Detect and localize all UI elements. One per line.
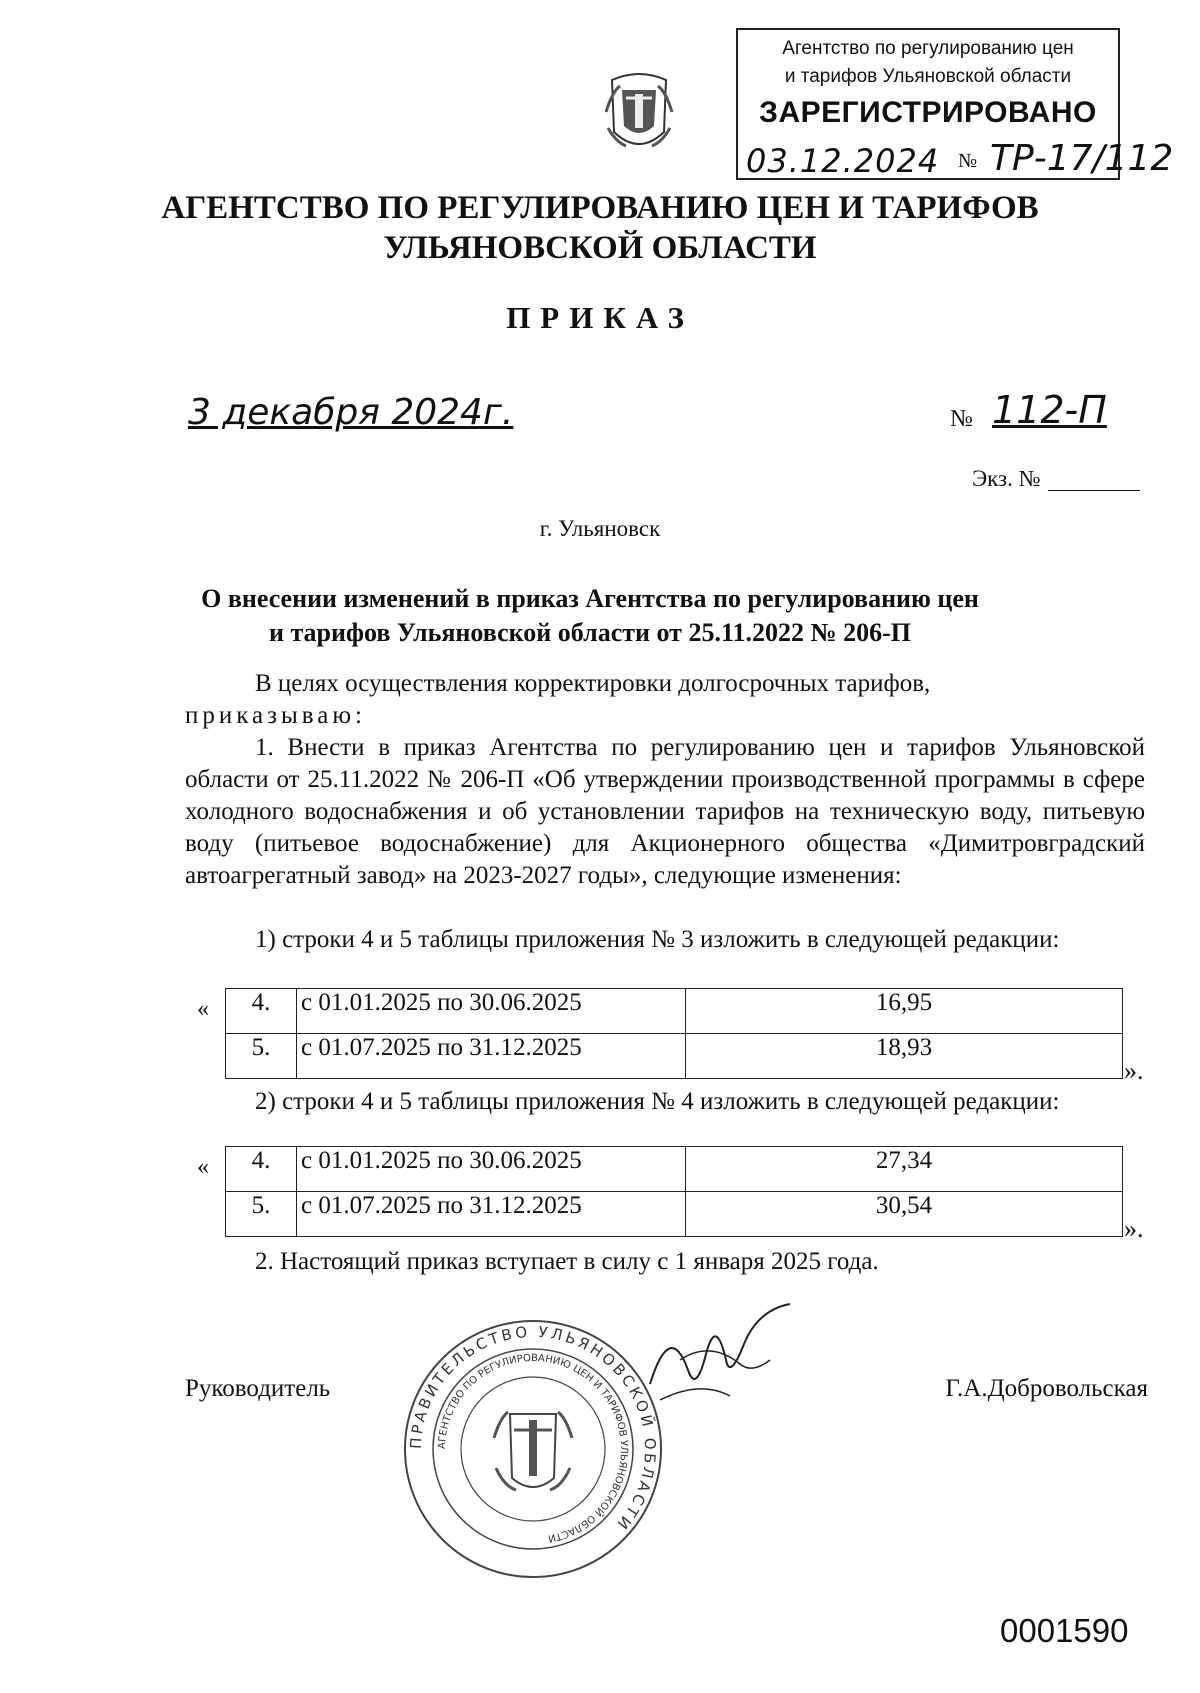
stamp-number: ТР-17/112 [990, 138, 1174, 179]
document-type: ПРИКАЗ [506, 300, 694, 335]
handwritten-date: 3 декабря 2024г. [188, 392, 514, 433]
handwritten-signature-icon [640, 1300, 800, 1410]
subitem-1-paragraph: 1) строки 4 и 5 таблицы приложения № 3 изложить в следующей редакции: [255, 926, 1060, 953]
coat-of-arms-icon [604, 72, 674, 154]
item-2-paragraph: 2. Настоящий приказ вступает в силу с 1 января 2025 года. [255, 1248, 879, 1275]
table-row [226, 1147, 1123, 1192]
copy-number-label: Экз. № [972, 466, 1041, 491]
copy-number-blank [1048, 490, 1140, 491]
seal-outer-text: ПРАВИТЕЛЬСТВО УЛЬЯНОВСКОЙ ОБЛАСТИ [406, 1322, 660, 1535]
row-number: 4. [226, 989, 297, 1034]
subject-line2: и тарифов Ульяновской области от 25.11.2022 № 206-П [268, 618, 912, 647]
stamp-number-sign: № [958, 150, 978, 172]
serial-number: 0001590 [1000, 1612, 1129, 1649]
official-seal-icon [402, 1318, 664, 1580]
agency-title [150, 188, 1050, 268]
table2-close-quote: ». [1124, 1214, 1144, 1243]
signatory-title: Руководитель [185, 1375, 331, 1402]
agency-title-line2: УЛЬЯНОВСКОЙ ОБЛАСТИ [383, 230, 817, 266]
city-line: г. Ульяновск [539, 516, 661, 541]
stamp-date: 03.12.2024 [746, 142, 940, 180]
table-appendix-4 [225, 1146, 1123, 1237]
registration-stamp [736, 28, 1174, 180]
order-subject [150, 582, 1030, 650]
stamp-agency-line1: Агентство по регулированию цен [782, 38, 1074, 59]
row-number: 5. [226, 1034, 297, 1079]
order-number-label: № [950, 406, 973, 432]
row-number: 4. [226, 1147, 297, 1192]
table1-open-quote: « [197, 996, 209, 1022]
row-value: 16,95 [686, 989, 1123, 1034]
table-appendix-3 [225, 988, 1123, 1079]
table-row [226, 1034, 1123, 1079]
seal-inner-text: АГЕНТСТВО ПО РЕГУЛИРОВАНИЮ ЦЕН И ТАРИФОВ УЛЬЯНОВСКОЙ ОБЛАСТИ [436, 1352, 630, 1544]
stamp-status: ЗАРЕГИСТРИРОВАНО [759, 96, 1097, 129]
row-value: 27,34 [686, 1147, 1123, 1192]
signatory-name: Г.А.Добровольская [945, 1375, 1148, 1402]
table2-open-quote: « [197, 1154, 209, 1180]
row-number: 5. [226, 1192, 297, 1237]
subject-line1: О внесении изменений в приказ Агентства по регулированию цен [201, 584, 979, 613]
row-period: с 01.01.2025 по 30.06.2025 [297, 989, 686, 1034]
intro-paragraph: В целях осуществления корректировки долгосрочных тарифов, [255, 670, 931, 697]
table-row [226, 1192, 1123, 1237]
subitem-2-paragraph: 2) строки 4 и 5 таблицы приложения № 4 изложить в следующей редакции: [255, 1088, 1060, 1115]
handwritten-order-number: 112-П [992, 388, 1107, 432]
row-period: с 01.01.2025 по 30.06.2025 [297, 1147, 686, 1192]
agency-title-line1: АГЕНТСТВО ПО РЕГУЛИРОВАНИЮ ЦЕН И ТАРИФОВ [161, 190, 1039, 226]
row-value: 30,54 [686, 1192, 1123, 1237]
table1-close-quote: ». [1124, 1056, 1144, 1085]
row-period: с 01.07.2025 по 31.12.2025 [297, 1192, 686, 1237]
table-row [226, 989, 1123, 1034]
row-value: 18,93 [686, 1034, 1123, 1079]
row-period: с 01.07.2025 по 31.12.2025 [297, 1034, 686, 1079]
order-word: приказываю: [185, 702, 366, 729]
item-1-paragraph: 1. Внести в приказ Агентства по регулированию цен и тарифов Ульяновской области от 25.11.2022 № 206-П «Об утверждении производственной программы в сфере холодного водоснабжения и об установлении тарифов на техническую воду, питьевую воду (питьевое водоснабжение) для Акционерного общества «Димитровградский автоагрегатный завод» на 2023-2027 годы», следующие изменения: [185, 734, 1145, 889]
stamp-agency-line2: и тарифов Ульяновской области [784, 66, 1072, 87]
